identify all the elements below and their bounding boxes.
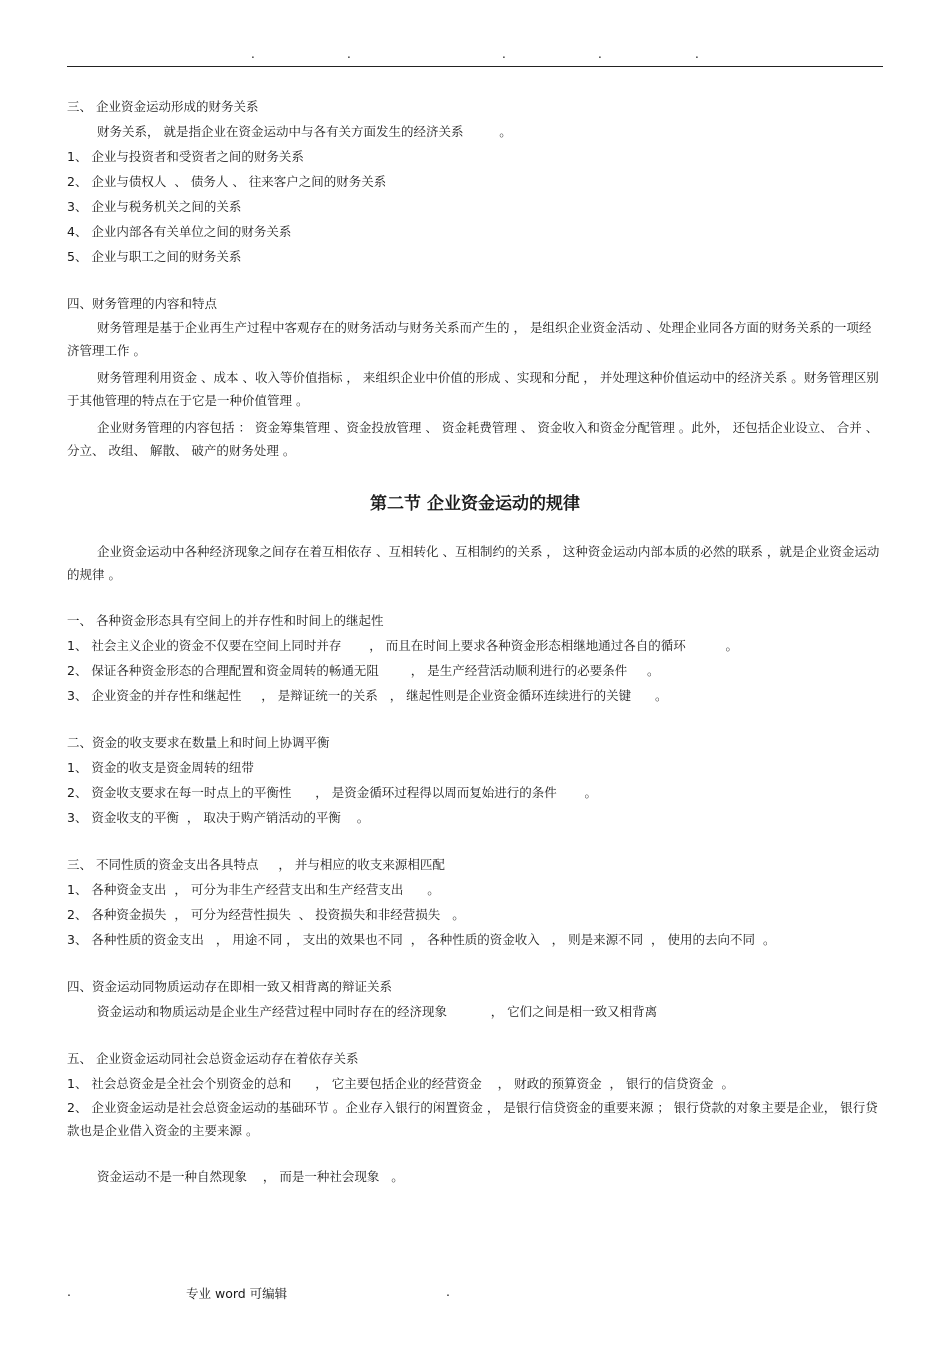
header-dot: . [502,47,506,61]
list-item: 3、 资金收支的平衡 ， 取决于购产销活动的平衡 。 [67,810,370,825]
header-rule [67,66,883,67]
law-heading: 五、 企业资金运动同社会总资金运动存在着依存关系 [67,1051,359,1066]
law-heading: 三、 不同性质的资金支出各具特点 ， 并与相应的收支来源相匹配 [67,857,445,872]
list-item: 2、 保证各种资金形态的合理配置和资金周转的畅通无阻 ， 是生产经营活动顺利进行的必要条件 。 [67,663,660,678]
header-dot: . [598,47,602,61]
financial-relations-section [67,94,883,269]
footer-dot: . [67,1284,71,1299]
closing-text: 资金运动不是一种自然现象 ， 而是一种社会现象 。 [97,1169,404,1184]
finance-management-section [67,291,883,462]
document-body [67,94,883,1189]
paragraph: 财务管理利用资金 、成本 、收入等价值指标 ， 来组织企业中价值的形成 、实现和分配 ， 并处理这种价值运动中的经济关系 。财务管理区别于其他管理的特点在于它是一种价值管理 。 [67,370,879,408]
law-3 [67,852,883,952]
list-item: 5、 企业与职工之间的财务关系 [67,249,242,264]
footer [0,1284,950,1302]
paragraph: 企业财务管理的内容包括 ： 资金筹集管理 、资金投放管理 、 资金耗费管理 、 资金收入和资金分配管理 。此外， 还包括企业设立、 合并 、 分立、 改组、 解散、 破产的财务处理 。 [67,420,879,458]
law-1 [67,608,883,708]
header-dot: . [251,47,255,61]
header-dot: . [695,47,699,61]
list-item: 1、 企业与投资者和受资者之间的财务关系 [67,149,304,164]
section-heading: 三、 企业资金运动形成的财务关系 [67,99,259,114]
list-item: 3、 各种性质的资金支出 ， 用途不同 ， 支出的效果也不同 ， 各种性质的资金收入 ， 则是来源不同 ， 使用的去向不同 。 [67,932,776,947]
header-dots [0,48,950,62]
list-item: 2、 企业资金运动是社会总资金运动的基础环节 。企业存入银行的闲置资金 ， 是银行信贷资金的重要来源 ； 银行贷款的对象主要是企业， 银行贷款也是企业借入资金的主要来源 。 [67,1100,878,1138]
footer-dot: . [446,1284,450,1299]
list-item: 1、 各种资金支出 ， 可分为非生产经营支出和生产经营支出 。 [67,882,440,897]
list-item: 3、 企业与税务机关之间的关系 [67,199,242,214]
definition-text: 财务关系， 就是指企业在资金运动中与各有关方面发生的经济关系 。 [97,124,512,139]
law-4 [67,974,883,1024]
list-item: 2、 各种资金损失 ， 可分为经营性损失 、 投资损失和非经营损失 。 [67,907,465,922]
law-text: 资金运动和物质运动是企业生产经营过程中同时存在的经济现象 ， 它们之间是相一致又相背离 [97,1004,658,1019]
paragraph: 财务管理是基于企业再生产过程中客观存在的财务活动与财务关系而产生的 ， 是组织企业资金活动 、处理企业同各方面的财务关系的一项经济管理工作 。 [67,320,872,358]
section-intro: 企业资金运动中各种经济现象之间存在着互相依存 、互相转化 、互相制约的关系 ， 这种资金运动内部本质的必然的联系 ，就是企业资金运动的规律 。 [67,544,880,582]
list-item: 2、 资金收支要求在每一时点上的平衡性 ， 是资金循环过程得以周而复始进行的条件 。 [67,785,598,800]
list-item: 4、 企业内部各有关单位之间的财务关系 [67,224,292,239]
law-2 [67,730,883,830]
law-5 [67,1046,883,1142]
law-heading: 一、 各种资金形态具有空间上的并存性和时间上的继起性 [67,613,384,628]
section-title: 第二节 企业资金运动的规律 [370,494,580,514]
list-item: 1、 资金的收支是资金周转的纽带 [67,760,254,775]
list-item: 1、 社会总资金是全社会个别资金的总和 ， 它主要包括企业的经营资金 ， 财政的预算资金 ， 银行的信贷资金 。 [67,1076,734,1091]
list-item: 1、 社会主义企业的资金不仅要在空间上同时并存 ， 而且在时间上要求各种资金形态相继地通过各自的循环 。 [67,638,738,653]
list-item: 3、 企业资金的并存性和继起性 ， 是辩证统一的关系 ， 继起性则是企业资金循环连续进行的关键 。 [67,688,668,703]
law-heading: 二、资金的收支要求在数量上和时间上协调平衡 [67,735,330,750]
header-dot: . [347,47,351,61]
law-heading: 四、资金运动同物质运动存在即相一致又相背离的辩证关系 [67,979,393,994]
section-heading: 四、财务管理的内容和特点 [67,296,218,311]
list-item: 2、 企业与债权人 、 债务人 、 往来客户之间的财务关系 [67,174,387,189]
footer-text: 专业 word 可编辑 [186,1286,288,1301]
